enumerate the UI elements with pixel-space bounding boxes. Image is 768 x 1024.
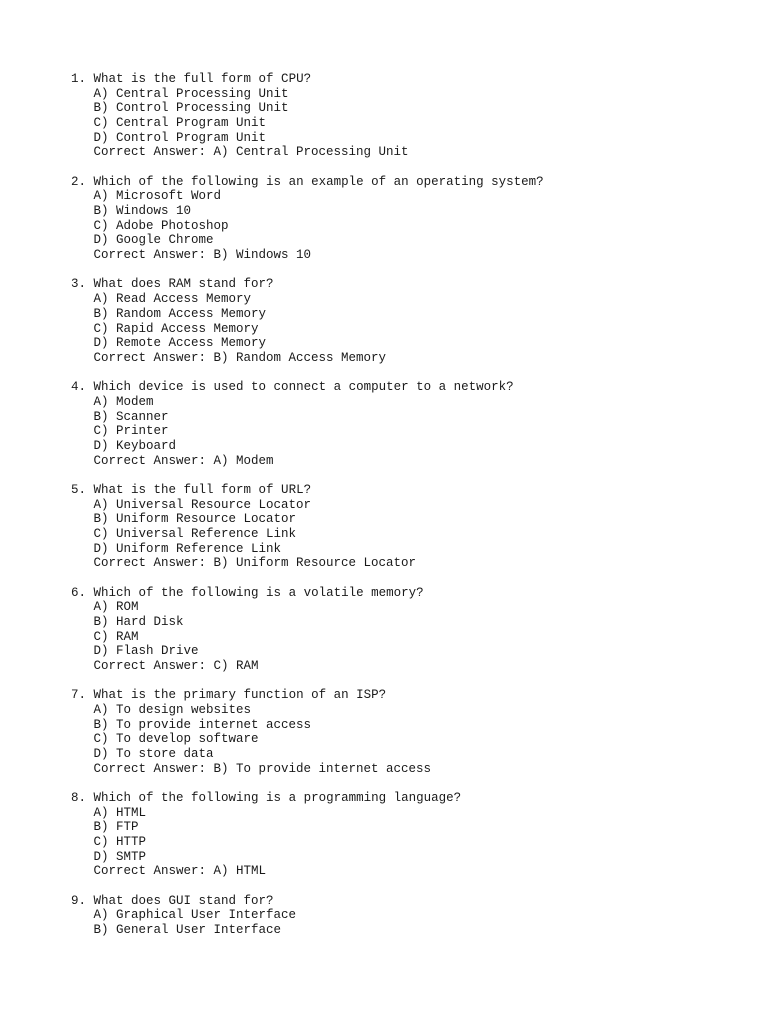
question-text: Which device is used to connect a computer to a network? bbox=[93, 380, 514, 395]
option: D) To store data bbox=[93, 747, 214, 762]
correct-answer: Correct Answer: A) HTML bbox=[93, 864, 267, 879]
option: C) Rapid Access Memory bbox=[93, 321, 259, 336]
question-item bbox=[71, 586, 544, 674]
option: D) Keyboard bbox=[93, 438, 177, 453]
option: A) Graphical User Interface bbox=[93, 908, 297, 923]
question-text: Which of the following is an example of an operating system? bbox=[93, 174, 544, 189]
question-line bbox=[71, 380, 544, 395]
question-text: What is the primary function of an ISP? bbox=[93, 688, 387, 703]
option: D) Control Program Unit bbox=[93, 130, 267, 145]
correct-answer: Correct Answer: B) Uniform Resource Locator bbox=[93, 556, 417, 571]
question-item bbox=[71, 483, 544, 571]
question-item bbox=[71, 894, 544, 938]
option: A) To design websites bbox=[93, 703, 252, 717]
question-number: 2. bbox=[71, 174, 87, 189]
option: C) Adobe Photoshop bbox=[93, 218, 229, 233]
option: B) FTP bbox=[93, 820, 139, 835]
option: B) Control Processing Unit bbox=[93, 101, 289, 116]
option: C) RAM bbox=[93, 629, 139, 644]
correct-answer: Correct Answer: C) RAM bbox=[93, 659, 259, 674]
quiz-list bbox=[71, 72, 544, 952]
correct-answer: Correct Answer: A) Central Processing Unit bbox=[93, 145, 409, 160]
option: C) Printer bbox=[93, 424, 169, 439]
question-item bbox=[71, 688, 544, 776]
question-number: 3. bbox=[71, 277, 87, 292]
option: A) Universal Resource Locator bbox=[93, 497, 312, 512]
question-item bbox=[71, 380, 544, 468]
option: A) Modem bbox=[93, 394, 154, 409]
question-line bbox=[71, 586, 544, 601]
option: C) Central Program Unit bbox=[93, 116, 267, 131]
option: D) Flash Drive bbox=[93, 644, 199, 659]
question-item bbox=[71, 72, 544, 160]
option: C) Universal Reference Link bbox=[93, 526, 297, 541]
option: A) Central Processing Unit bbox=[93, 86, 289, 101]
question-line bbox=[71, 688, 544, 703]
question-text: Which of the following is a volatile memory? bbox=[93, 585, 424, 600]
question-text: Which of the following is a programming language? bbox=[93, 791, 462, 806]
option: B) Uniform Resource Locator bbox=[93, 512, 297, 527]
question-item bbox=[71, 277, 544, 365]
question-number: 5. bbox=[71, 482, 87, 497]
question-line bbox=[71, 175, 544, 190]
question-number: 1. bbox=[71, 72, 87, 86]
option: D) Remote Access Memory bbox=[93, 336, 267, 351]
question-line bbox=[71, 791, 544, 806]
question-text: What does RAM stand for? bbox=[93, 277, 274, 292]
option: B) General User Interface bbox=[93, 923, 282, 938]
option: A) ROM bbox=[93, 600, 139, 615]
correct-answer: Correct Answer: B) Windows 10 bbox=[93, 248, 312, 263]
question-line bbox=[71, 483, 544, 498]
correct-answer: Correct Answer: B) Random Access Memory bbox=[93, 350, 387, 365]
option: C) HTTP bbox=[93, 835, 147, 850]
question-line bbox=[71, 72, 544, 87]
question-number: 6. bbox=[71, 585, 87, 600]
question-number: 7. bbox=[71, 688, 87, 703]
question-item bbox=[71, 175, 544, 263]
option: A) Microsoft Word bbox=[93, 189, 222, 204]
question-text: What is the full form of CPU? bbox=[93, 72, 312, 86]
option: A) HTML bbox=[93, 805, 147, 820]
option: B) Hard Disk bbox=[93, 614, 184, 629]
question-text: What is the full form of URL? bbox=[93, 482, 312, 497]
question-number: 8. bbox=[71, 791, 87, 806]
option: A) Read Access Memory bbox=[93, 292, 252, 307]
correct-answer: Correct Answer: B) To provide internet access bbox=[93, 761, 432, 776]
option: D) Uniform Reference Link bbox=[93, 541, 282, 556]
option: C) To develop software bbox=[93, 732, 259, 747]
correct-answer: Correct Answer: A) Modem bbox=[93, 453, 274, 468]
question-number: 9. bbox=[71, 893, 87, 908]
option: B) Random Access Memory bbox=[93, 306, 267, 321]
option: B) Scanner bbox=[93, 409, 169, 424]
option: B) To provide internet access bbox=[93, 717, 312, 732]
question-line bbox=[71, 277, 544, 292]
question-item bbox=[71, 791, 544, 879]
option: B) Windows 10 bbox=[93, 204, 192, 219]
question-line bbox=[71, 894, 544, 909]
question-number: 4. bbox=[71, 380, 87, 395]
option: D) Google Chrome bbox=[93, 233, 214, 248]
question-text: What does GUI stand for? bbox=[93, 893, 274, 908]
option: D) SMTP bbox=[93, 849, 147, 864]
